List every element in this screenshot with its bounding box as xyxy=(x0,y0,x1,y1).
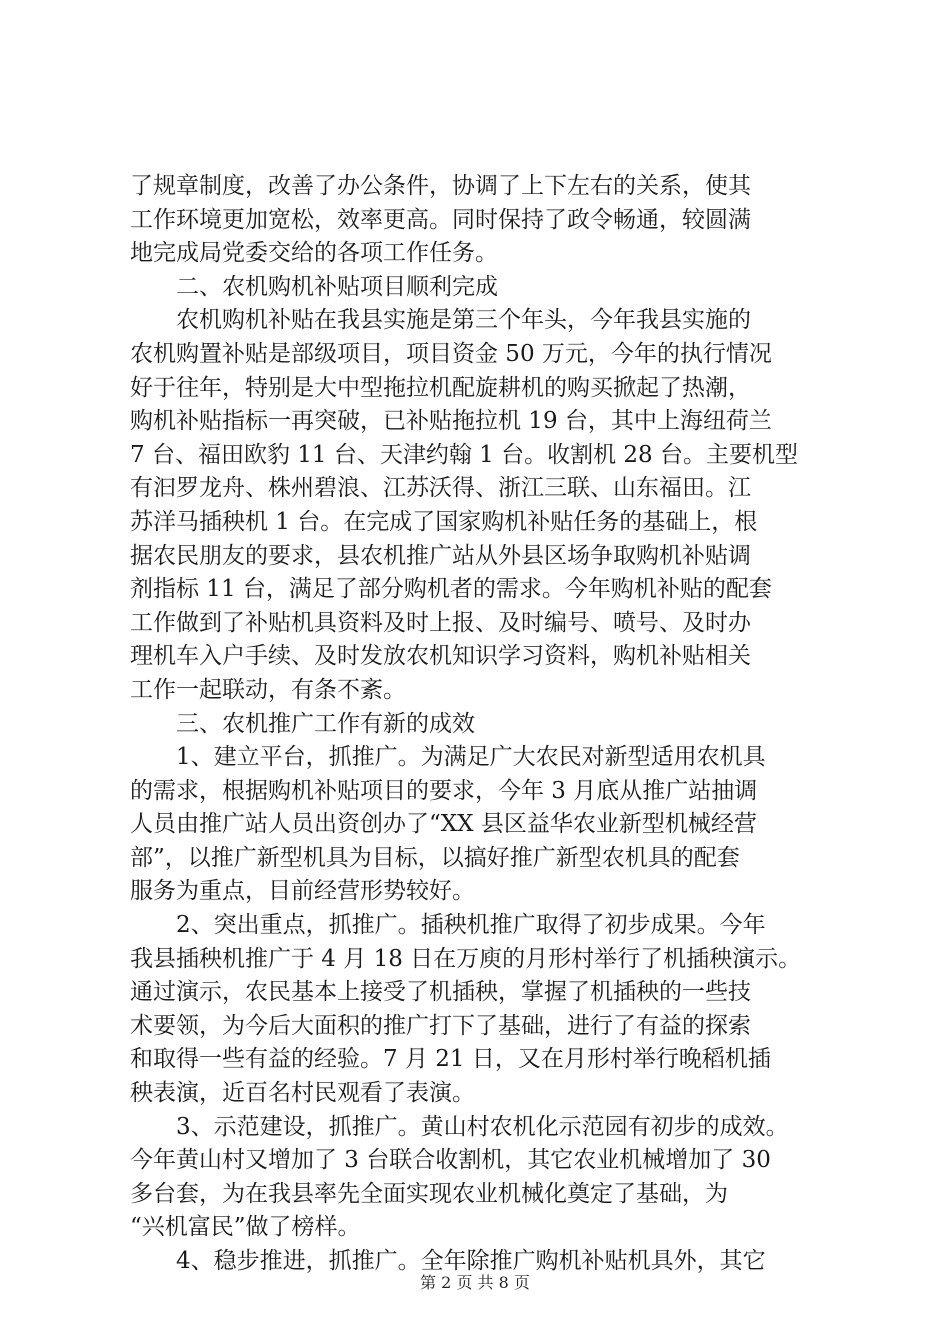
text-line: 二、农机购机补贴项目顺利完成 xyxy=(130,273,498,300)
text-line: 农机购机补贴在我县实施是第三个年头，今年我县实施的 xyxy=(130,307,751,334)
page-footer: 第 2 页 共 8 页 xyxy=(420,1273,530,1292)
text-line: 地完成局党委交给的各项工作任务。 xyxy=(130,240,498,267)
text-line: 工作一起联动，有条不紊。 xyxy=(130,676,406,703)
text-line: 苏洋马插秧机 1 台。在完成了国家购机补贴任务的基础上，根 xyxy=(130,508,758,535)
text-line: 的需求，根据购机补贴项目的要求，今年 3 月底从推广站抽调 xyxy=(130,777,758,804)
text-line: “兴机富民”做了榜样。 xyxy=(130,1214,361,1241)
text-line: 理机车入户手续、及时发放农机知识学习资料，购机补贴相关 xyxy=(130,643,751,670)
body-text xyxy=(130,170,850,1279)
text-line: 剂指标 11 台，满足了部分购机者的需求。今年购机补贴的配套 xyxy=(130,576,772,603)
text-line: 秧表演，近百名村民观看了表演。 xyxy=(130,1080,475,1107)
text-line: 3、示范建设，抓推广。黄山村农机化示范园有初步的成效。 xyxy=(130,1113,789,1140)
text-line: 2、突出重点，抓推广。插秧机推广取得了初步成果。今年 xyxy=(130,912,766,939)
text-line: 农机购置补贴是部级项目，项目资金 50 万元，今年的执行情况 xyxy=(130,340,772,367)
text-line: 和取得一些有益的经验。7 月 21 日，又在月形村举行晚稻机插 xyxy=(130,1046,771,1073)
text-line: 今年黄山村又增加了 3 台联合收割机，其它农业机械增加了 30 xyxy=(130,1147,771,1174)
text-line: 术要领，为今后大面积的推广打下了基础，进行了有益的探索 xyxy=(130,1012,751,1039)
text-line: 4、稳步推进，抓推广。全年除推广购机补贴机具外，其它 xyxy=(130,1248,766,1274)
text-line: 好于往年，特别是大中型拖拉机配旋耕机的购买掀起了热潮， xyxy=(130,374,751,401)
text-line: 多台套，为在我县率先全面实现农业机械化奠定了基础，为 xyxy=(130,1180,728,1207)
text-line: 了规章制度，改善了办公条件，协调了上下左右的关系，使其 xyxy=(130,173,751,199)
text-line: 据农民朋友的要求，县农机推广站从外县区场争取购机补贴调 xyxy=(130,542,751,569)
text-line: 三、农机推广工作有新的成效 xyxy=(130,710,475,737)
text-line: 工作做到了补贴机具资料及时上报、及时编号、喷号、及时办 xyxy=(130,609,751,636)
text-line: 有汩罗龙舟、株州碧浪、江苏沃得、浙江三联、山东福田。江 xyxy=(130,475,751,502)
text-line: 购机补贴指标一再突破，已补贴拖拉机 19 台，其中上海纽荷兰 xyxy=(130,408,772,435)
text-line: 7 台、福田欧豹 11 台、天津约翰 1 台。收割机 28 台。主要机型 xyxy=(130,441,798,468)
text-line: 人员由推广站人员出资创办了“XX 县区益华农业新型机械经营 xyxy=(130,811,757,838)
text-line: 我县插秧机推广于 4 月 18 日在万庾的月形村举行了机插秧演示。 xyxy=(130,945,802,972)
text-line: 通过演示，农民基本上接受了机插秧，掌握了机插秧的一些技 xyxy=(130,979,751,1006)
text-line: 1、建立平台，抓推广。为满足广大农民对新型适用农机具 xyxy=(130,744,766,771)
text-line: 工作环境更加宽松，效率更高。同时保持了政令畅通，较圆满 xyxy=(130,206,751,233)
text-line: 部”，以推广新型机具为目标，以搞好推广新型农机具的配套 xyxy=(130,844,740,871)
text-line: 服务为重点，目前经营形势较好。 xyxy=(130,878,475,905)
